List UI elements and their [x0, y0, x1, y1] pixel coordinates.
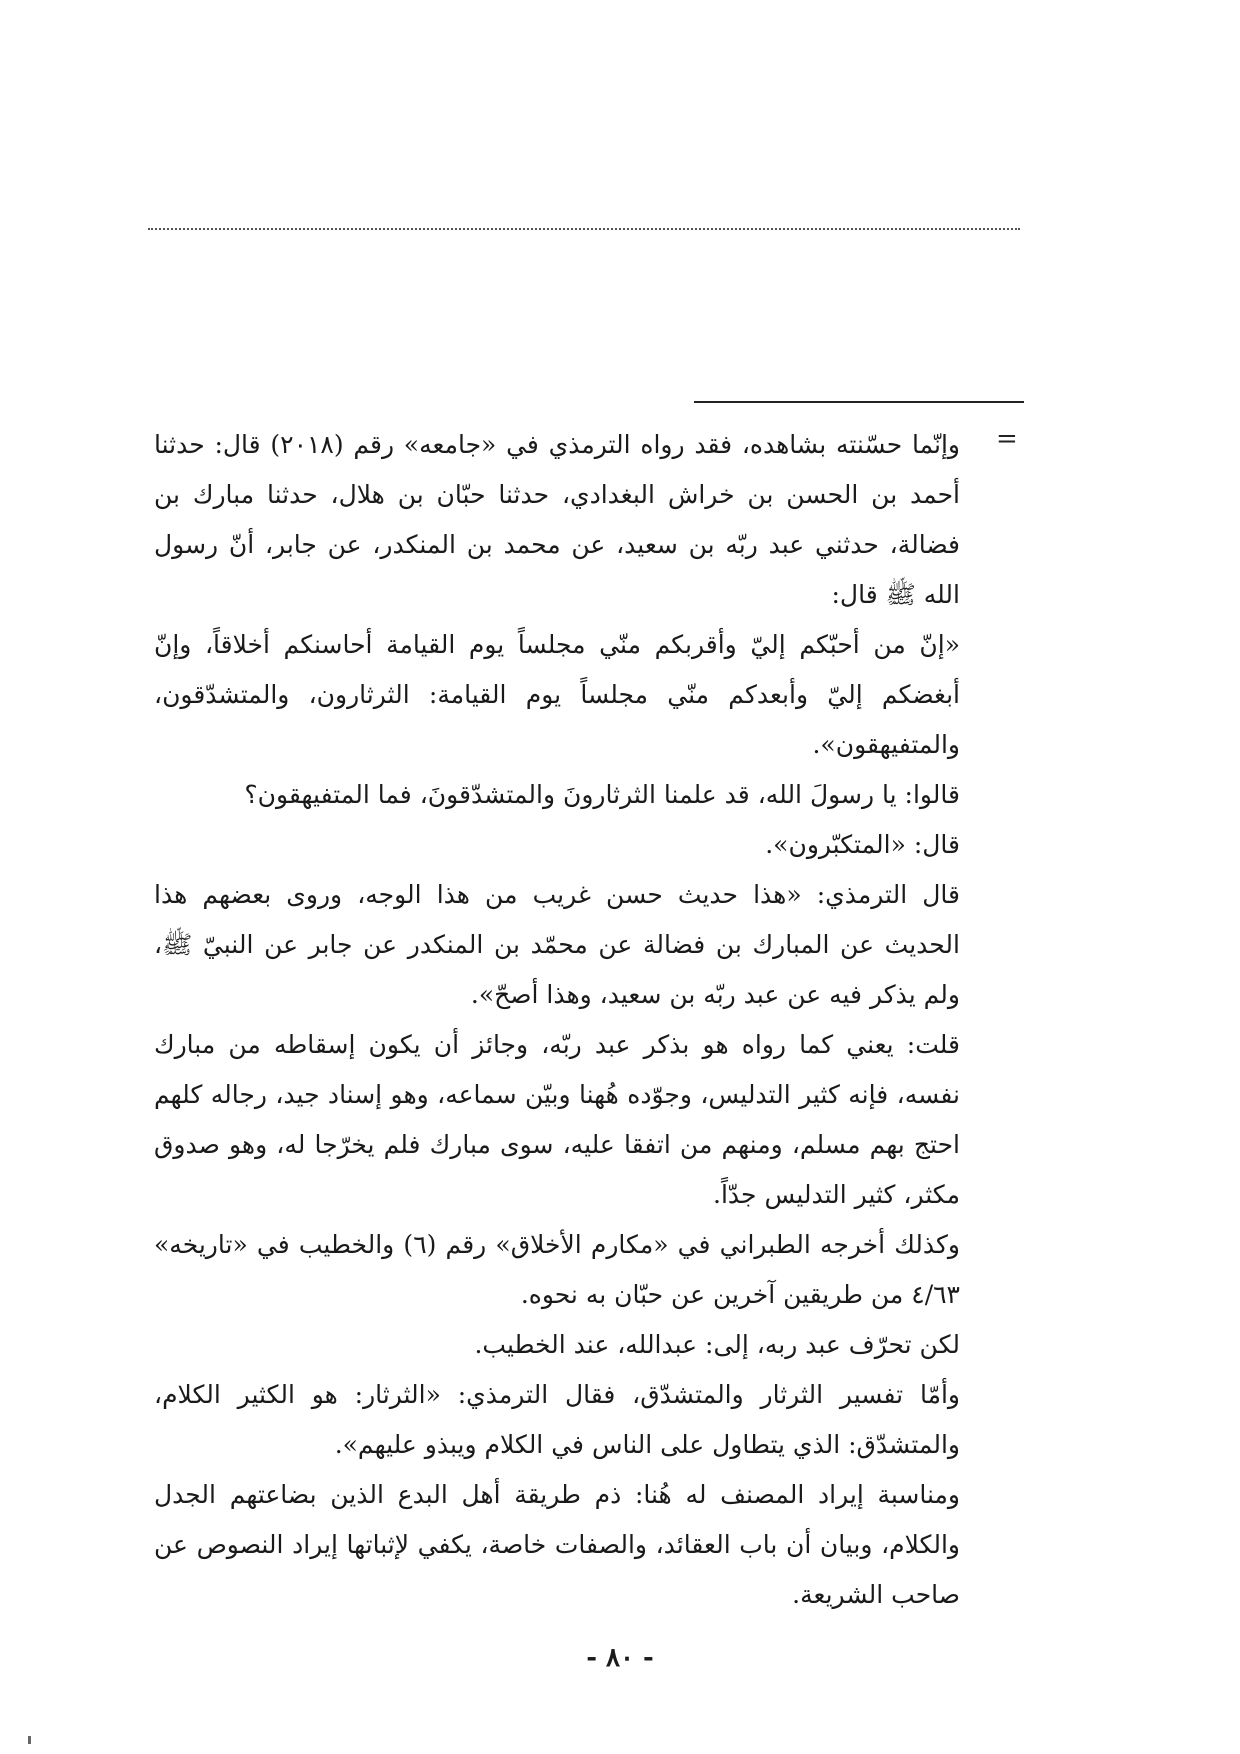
footnote-paragraph-question: قالوا: يا رسولَ الله، قد علمنا الثرثارونَ والمتشدّقونَ، فما المتفيهقون؟	[244, 780, 960, 809]
page-number: - ٨٠ -	[586, 1643, 654, 1673]
footnote-paragraph-hadith-text: «إنّ من أحبّكم إليّ وأقربكم منّي مجلساً يوم القيامة أحاسنكم أخلاقاً، وإنّ أبغضكم إليّ وأبعدكم منّي مجلساً يوم القيامة: الثرثارون، والمتشدّقون، والمتفيهقون».	[154, 630, 960, 759]
footnote-paragraph-shahid: وإنّما حسّنته بشاهده، فقد رواه الترمذي في «جامعه» رقم (٢٠١٨) قال: حدثنا أحمد بن الحسن بن خراش البغدادي، حدثنا حبّان بن هلال، حدثنا مبارك بن فضالة، حدثني عبد ربّه بن سعيد، عن محمد بن المنكدر، عن جابر، أنّ رسول الله ﷺ قال:	[154, 430, 961, 609]
footnote-paragraph-tahrif: لكن تحرّف عبد ربه، إلى: عبدالله، عند الخطيب.	[474, 1330, 960, 1359]
footnote-body	[154, 420, 960, 1620]
footnote-paragraph-author-note: قلت: يعني كما رواه هو بذكر عبد ربّه، وجائز أن يكون إسقاطه من مبارك نفسه، فإنه كثير التدليس، وجوّده هُهنا وبيّن سماعه، وهو إسناد جيد، رجاله كلهم احتج بهم مسلم، ومنهم من اتفقا عليه، سوى مبارك فلم يخرّجا له، وهو صدوق مكثر، كثير التدليس جدّاً.	[154, 1030, 960, 1209]
footnote-continuation-mark: =	[996, 424, 1018, 454]
footnote-paragraph-tirmidhi-verdict: قال الترمذي: «هذا حديث حسن غريب من هذا الوجه، وروى بعضهم هذا الحديث عن المبارك بن فضالة عن محمّد بن المنكدر عن جابر عن النبيّ ﷺ، ولم يذكر فيه عن عبد ربّه بن سعيد، وهذا أصحّ».	[154, 880, 960, 1009]
footnote-paragraph-tabarani: وكذلك أخرجه الطبراني في «مكارم الأخلاق» رقم (٦) والخطيب في «تاريخه» ٤/٦٣ من طريقين آخرين عن حبّان به نحوه.	[154, 1230, 960, 1309]
footnote-paragraph-munasaba: ومناسبة إيراد المصنف له هُنا: ذم طريقة أهل البدع الذين بضاعتهم الجدل والكلام، وبيان أن باب العقائد، والصفات خاصة، يكفي لإثباتها إيراد النصوص عن صاحب الشريعة.	[154, 1480, 960, 1609]
scan-speck	[28, 1736, 31, 1744]
header-dotted-rule	[148, 228, 1020, 230]
footnote-separator-rule	[694, 401, 1024, 403]
footnote-paragraph-answer: قال: «المتكبّرون».	[765, 830, 960, 859]
footnote-paragraph-tafsir: وأمّا تفسير الثرثار والمتشدّق، فقال الترمذي: «الثرثار: هو الكثير الكلام، والمتشدّق: الذي يتطاول على الناس في الكلام ويبذو عليهم».	[154, 1380, 960, 1459]
